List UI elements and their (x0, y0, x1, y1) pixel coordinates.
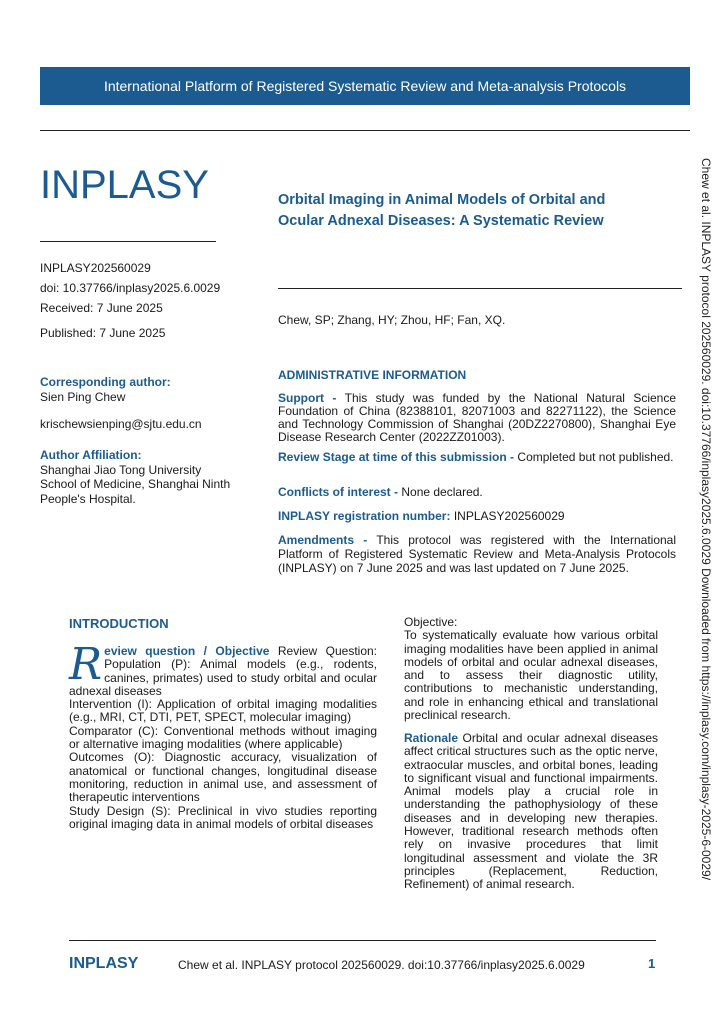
registration-number: INPLASY202560029 (453, 509, 565, 523)
intervention-text: Intervention (I): Application of orbital imaging modalities (e.g., MRI, CT, DTI, PET, SPECT, molecular imaging) (69, 697, 377, 725)
received-date: Received: 7 June 2025 (40, 301, 163, 315)
outcomes-text: Outcomes (O): Diagnostic accuracy, visualization of anatomical or functional changes, longitudinal disease monitoring, reduction in animal use, and assessment of therapeutic interventions (69, 750, 377, 805)
registration-label: INPLASY registration number: (278, 509, 451, 523)
objective-label: Objective: (404, 615, 458, 629)
affiliation-line-1: Shanghai Jiao Tong University (40, 462, 202, 477)
affiliation-line-3: People's Hospital. (40, 491, 136, 506)
drop-cap: R (69, 639, 103, 690)
rationale-section (404, 732, 658, 892)
admin-heading (278, 369, 676, 382)
conflicts-section (278, 486, 676, 499)
support-label: Support - (278, 391, 337, 405)
affiliation-line-2: School of Medicine, Shanghai Ninth (40, 477, 231, 491)
title-divider (278, 288, 682, 289)
conflicts-text: None declared. (401, 485, 483, 499)
footer-citation: Chew et al. INPLASY protocol 202560029. doi:10.37766/inplasy2025.6.0029 (178, 958, 585, 972)
admin-heading-text: ADMINISTRATIVE INFORMATION (278, 368, 467, 382)
review-question-paragraph (69, 639, 378, 698)
objective-text: To systematically evaluate how various orbital imaging modalities have been applied in animal models of orbital and ocular adnexal diseases, and to assess their diagnostic utility, contributions to mechanistic understanding, and role in enhancing ethical and translational preclinical research. (404, 628, 658, 723)
amendments-section (278, 533, 676, 575)
footer-divider (69, 940, 656, 941)
header-banner: International Platform of Registered Systematic Review and Meta-analysis Protocols (40, 67, 690, 105)
corresponding-author-block (40, 375, 202, 432)
conflicts-label: Conflicts of interest - (278, 485, 399, 499)
paper-title-line-1: Orbital Imaging in Animal Models of Orbital and (278, 192, 606, 208)
study-design-text: Study Design (S): Preclinical in vivo studies reporting original imaging data in animal models of orbital diseases (69, 803, 377, 831)
brand-logo-text: INPLASY (40, 163, 209, 207)
page-number: 1 (648, 956, 656, 971)
side-citation-text[interactable]: Chew et al. INPLASY protocol 202560029. doi:10.37766/inplasy2025.6.0029 Downloaded from https://inplasy.com/inplasy-2025-6-0029/ (699, 158, 713, 881)
doi[interactable]: doi: 10.37766/inplasy2025.6.0029 (40, 281, 221, 295)
paper-title (278, 190, 678, 232)
corresponding-author-label: Corresponding author: (40, 375, 171, 389)
paper-title-line-2: Ocular Adnexal Diseases: A Systematic Review (278, 213, 604, 229)
top-divider (40, 130, 690, 131)
objective-section (404, 616, 658, 722)
review-stage-text: Completed but not published. (517, 450, 674, 464)
support-text: This study was funded by the National Natural Science Foundation of China (82388101, 82071003 and 82271122), the Science and Technology Commission of Shanghai (20DZ2270800), Shanghai Eye Disease Research Center (2022ZZ01003). (278, 391, 677, 444)
rationale-text: Orbital and ocular adnexal diseases affect critical structures such as the optic nerve, extraocular muscles, and orbital bones, leading to significant visual and functional impairments. Animal models play a crucial role in understanding the pathophysiology of these diseases and in developing new therapies. However, traditional research methods often rely on invasive procedures that limit longitudinal assessment and violate the 3R principles (Replacement, Reduction, Refinement) of animal research. (404, 731, 658, 892)
footer-brand: INPLASY (69, 955, 139, 972)
amendments-text: This protocol was registered with the International Platform of Registered Systematic Review and Meta-Analysis Protocols (INPLASY) on 7 June 2025 and was last updated on 7 June 2025. (278, 533, 677, 575)
review-stage-label: Review Stage at time of this submission - (278, 450, 515, 464)
side-citation (694, 158, 718, 881)
introduction-body (69, 639, 378, 831)
registration-section (278, 510, 676, 523)
rationale-label: Rationale (404, 731, 459, 745)
affiliation-block (40, 448, 230, 506)
authors: Chew, SP; Zhang, HY; Zhou, HF; Fan, XQ. (278, 313, 506, 327)
review-question-label: eview question / Objective (104, 644, 270, 658)
corresponding-author-email[interactable]: krischewsienping@sjtu.edu.cn (40, 417, 202, 431)
corresponding-author-name: Sien Ping Chew (40, 389, 126, 404)
amendments-label: Amendments - (278, 533, 368, 547)
published-date: Published: 7 June 2025 (40, 326, 166, 340)
affiliation-label: Author Affiliation: (40, 448, 142, 462)
protocol-id: INPLASY202560029 (40, 261, 151, 275)
review-question-text: Review Question: (277, 644, 378, 658)
introduction-heading: INTRODUCTION (69, 616, 169, 631)
comparator-text: Comparator (C): Conventional methods without imaging or alternative imaging modalities (where applicable) (69, 723, 377, 752)
brand-underline (40, 241, 216, 242)
support-section (278, 392, 676, 444)
review-stage-section (278, 451, 676, 464)
population-text: Population (P): Animal models (e.g., rodents, canines, primates) used to study orbital and ocular adnexal diseases (69, 657, 377, 698)
